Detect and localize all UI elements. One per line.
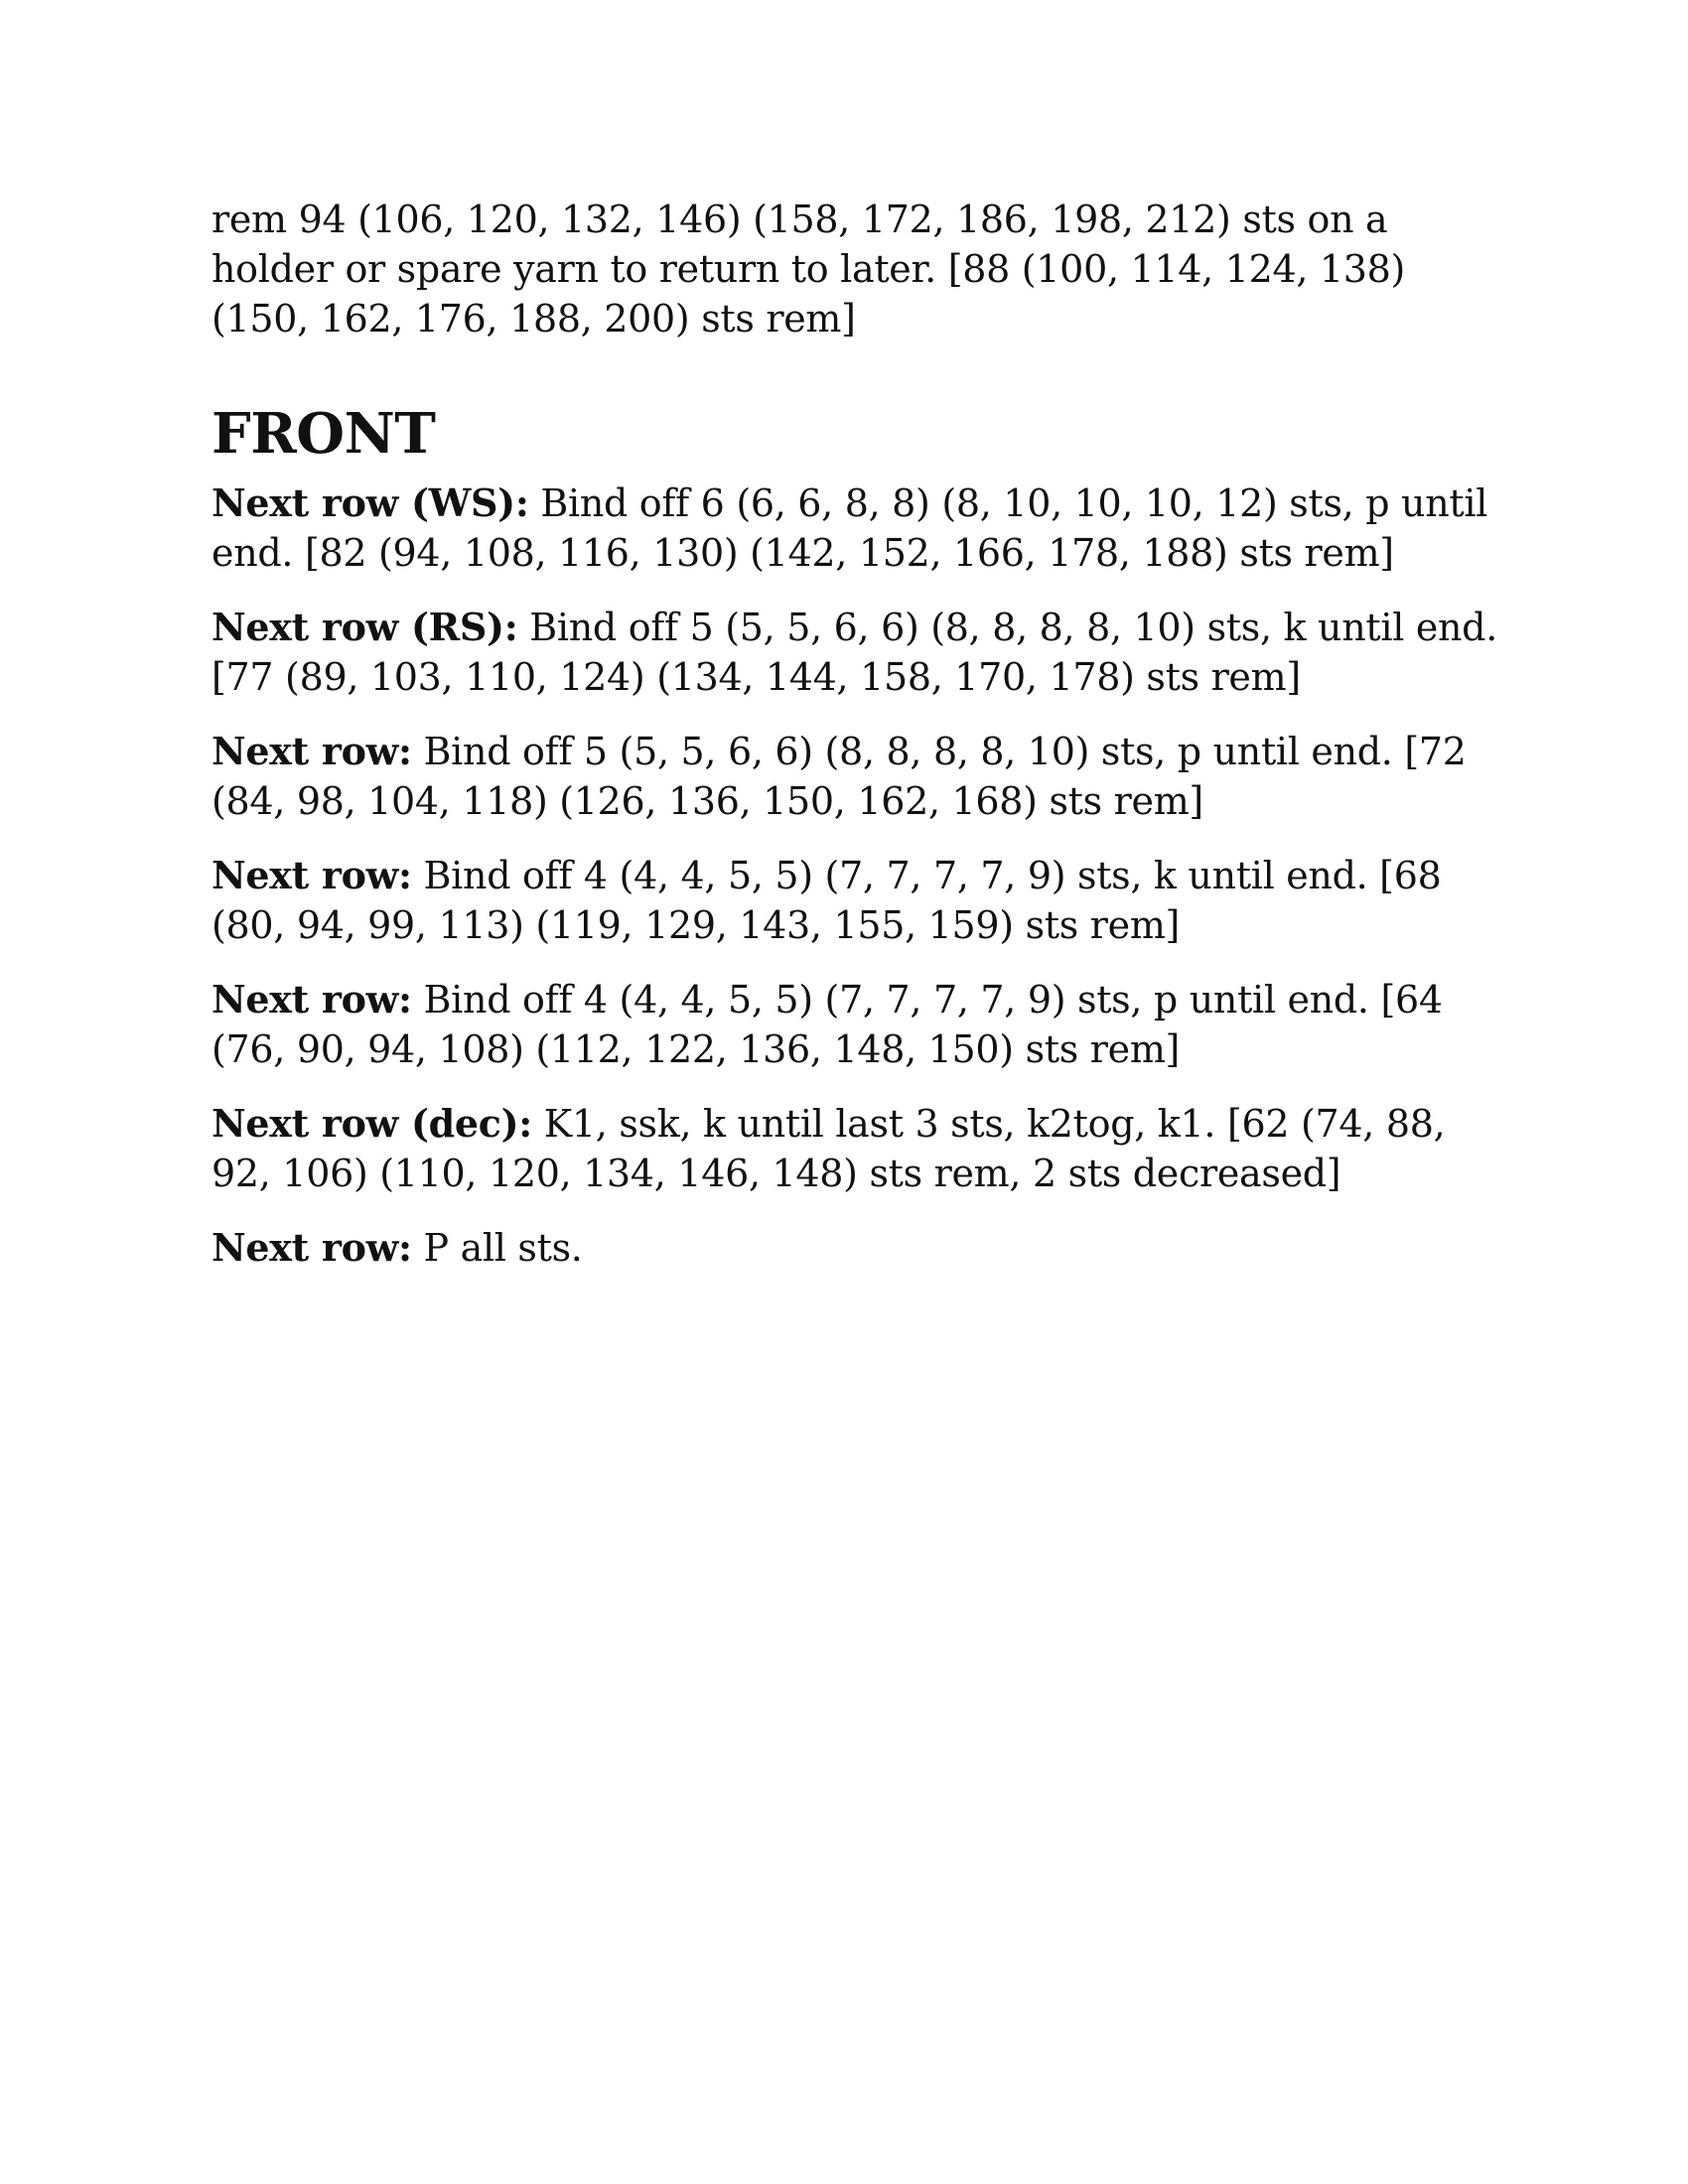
- section-heading-front: FRONT: [211, 401, 436, 467]
- instruction-label: Next row:: [211, 729, 412, 773]
- instruction-row: [211, 851, 1502, 950]
- instruction-text: Bind off 4 (4, 4, 5, 5) (7, 7, 7, 7, 9) sts, k until end. [68 (80, 94, 99, 113) (119, 129, 143, 155, 159) sts rem]: [211, 854, 1442, 947]
- instruction-row: [211, 478, 1502, 578]
- instruction-row: [211, 975, 1502, 1074]
- instruction-label: Next row:: [211, 1225, 412, 1270]
- pattern-page: [211, 195, 1502, 1297]
- instruction-row: [211, 603, 1502, 702]
- instruction-label: Next row (WS):: [211, 480, 529, 525]
- continued-paragraph: rem 94 (106, 120, 132, 146) (158, 172, 186, 198, 212) sts on a holder or spare yarn to return to later. [88 (100, 114, 124, 138) (150, 162, 176, 188, 200) sts rem]: [211, 198, 1406, 341]
- instruction-text: Bind off 6 (6, 6, 8, 8) (8, 10, 10, 10, 12) sts, p until end. [82 (94, 108, 116, 130) (142, 152, 166, 178, 188) sts rem]: [211, 481, 1488, 575]
- instruction-row: [211, 1099, 1502, 1198]
- instruction-text: K1, ssk, k until last 3 sts, k2tog, k1. [62 (74, 88, 92, 106) (110, 120, 134, 146, 148) sts rem, 2 sts decreased]: [211, 1102, 1446, 1195]
- instruction-row: [211, 727, 1502, 826]
- instruction-text: Bind off 4 (4, 4, 5, 5) (7, 7, 7, 7, 9) sts, p until end. [64 (76, 90, 94, 108) (112, 122, 136, 148, 150) sts rem]: [211, 978, 1443, 1071]
- instruction-label: Next row (dec):: [211, 1101, 533, 1146]
- instruction-label: Next row:: [211, 853, 412, 897]
- instruction-text: P all sts.: [411, 1226, 583, 1270]
- instruction-label: Next row (RS):: [211, 605, 518, 649]
- instruction-label: Next row:: [211, 977, 412, 1022]
- instruction-text: Bind off 5 (5, 5, 6, 6) (8, 8, 8, 8, 10) sts, k until end. [77 (89, 103, 110, 124) (134, 144, 158, 170, 178) sts rem]: [211, 606, 1497, 699]
- instruction-row: [211, 1223, 1502, 1273]
- instruction-text: Bind off 5 (5, 5, 6, 6) (8, 8, 8, 8, 10) sts, p until end. [72 (84, 98, 104, 118) (126, 136, 150, 162, 168) sts rem]: [211, 730, 1467, 823]
